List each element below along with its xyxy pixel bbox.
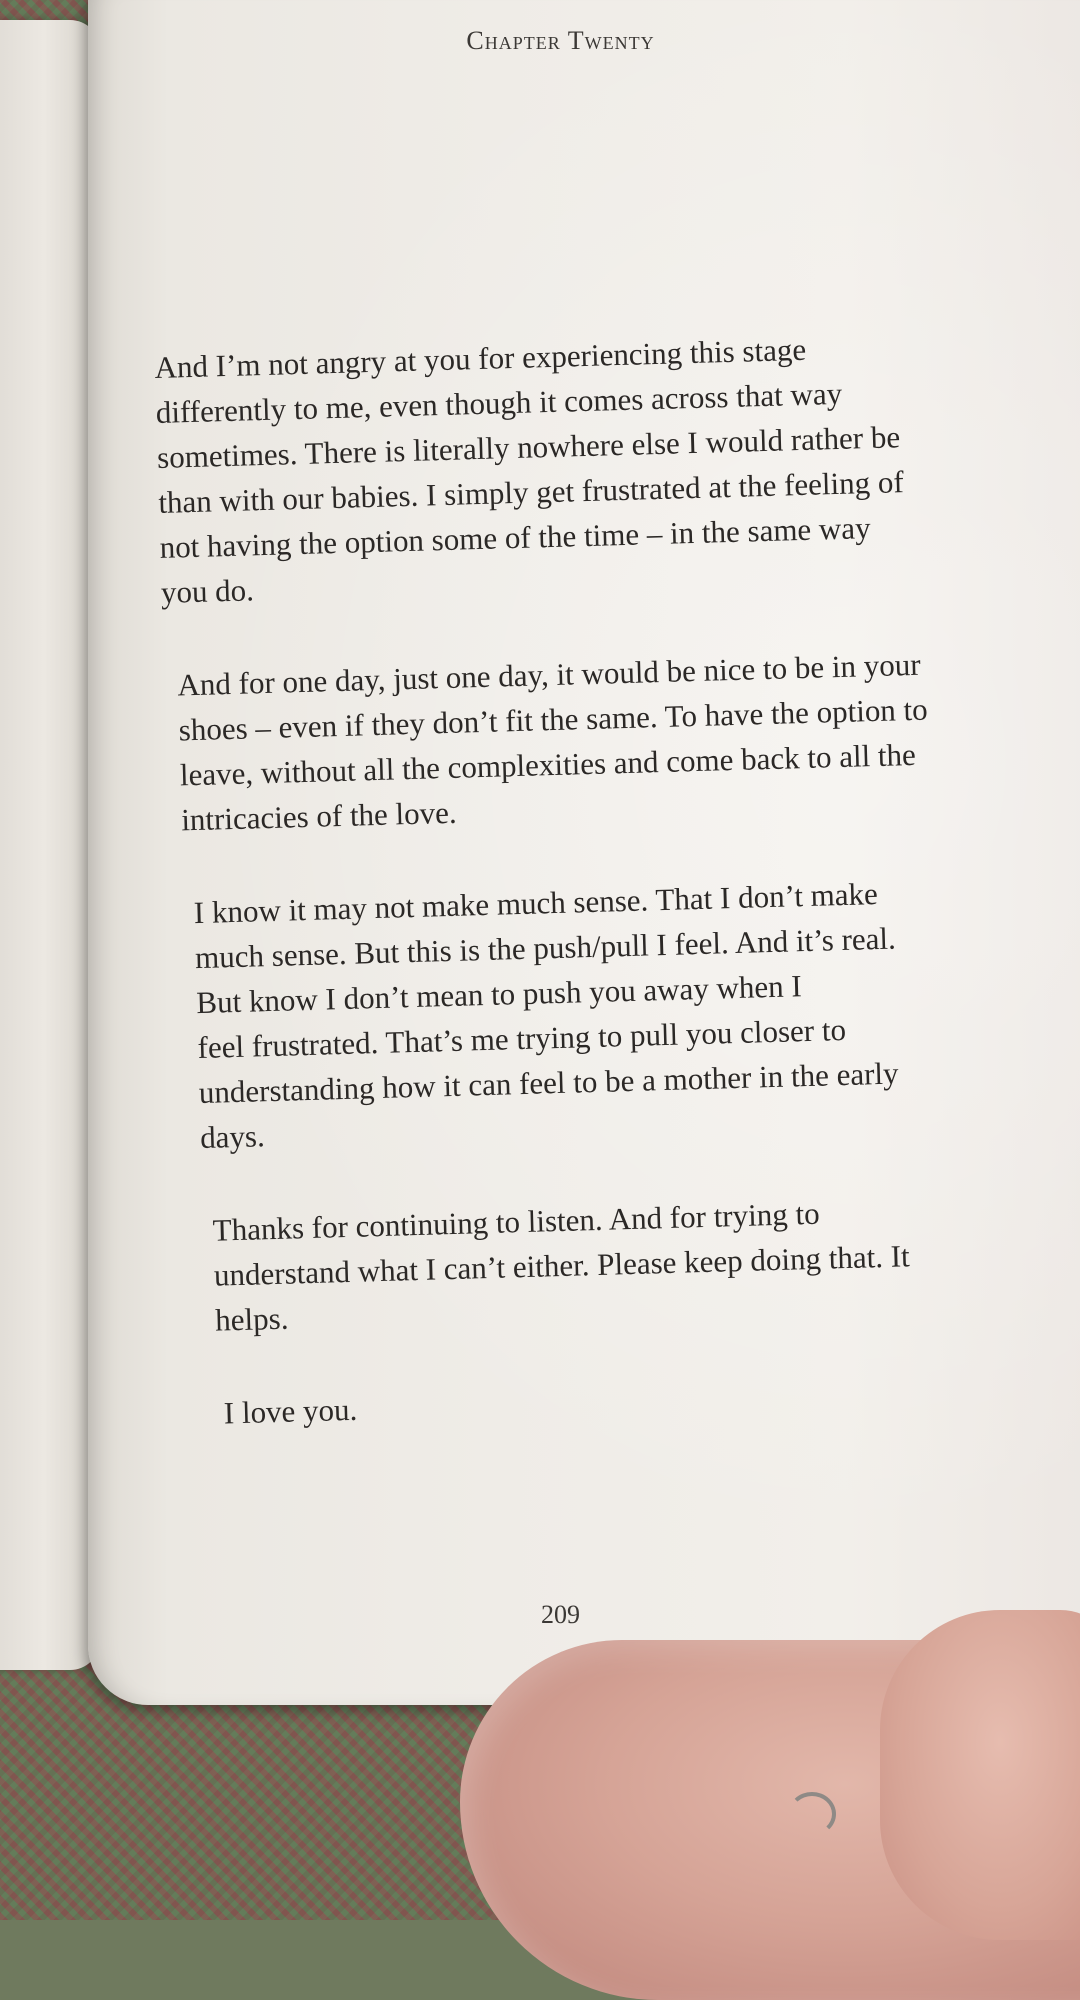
page-number: 209 xyxy=(541,1600,580,1629)
facing-page-edge xyxy=(0,20,100,1670)
paragraph: Thanks for continuing to listen. And for trying to understand what I can’t either. Please keep doing that. It helps. xyxy=(212,1195,911,1338)
paragraph: And I’m not angry at you for experiencing this stage differently to me, even though it comes across that way sometimes. There is literally nowhere else I would rather be than with our babies. I simply get frustrated at the feeling of not having the option some of the time – in the same way you do. xyxy=(154,331,905,610)
paragraph: I know it may not make much sense. That I don’t make much sense. But this is the push/pull I feel. And it’s real. But know I don’t mean to push you away when I feel frustrated. That’s me trying to pull you closer to understanding how it can feel to be a mother in the early days. xyxy=(193,876,899,1156)
thumb xyxy=(880,1610,1080,1940)
paragraph: I love you. xyxy=(223,1391,358,1431)
book-page xyxy=(88,0,1080,1705)
paragraph: And for one day, just one day, it would be nice to be in your shoes – even if they don’t fit the same. To have the option to leave, without all the complexities and come back to all the intricacies of the love. xyxy=(177,646,929,838)
running-head: Chapter Twenty xyxy=(466,26,655,55)
ring-icon xyxy=(788,1792,836,1836)
page-body xyxy=(154,322,1026,1485)
